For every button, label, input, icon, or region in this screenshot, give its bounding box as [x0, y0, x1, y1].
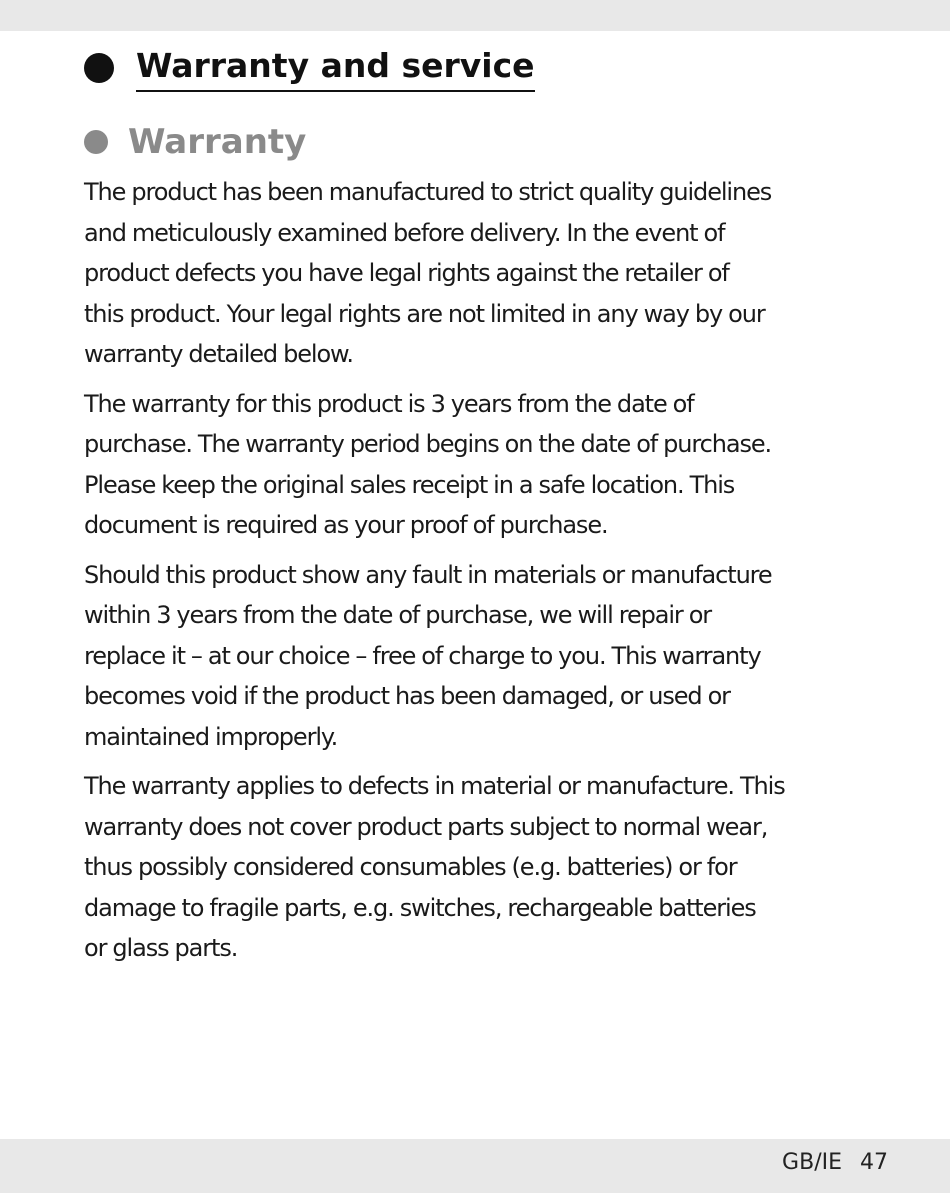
- text-line: maintained improperly.: [84, 722, 338, 751]
- subsection-heading: [84, 118, 904, 166]
- text-line: purchase. The warranty period begins on the date of purchase.: [84, 430, 772, 458]
- region-code: GB/IE: [782, 1150, 842, 1175]
- text-line: damage to fragile parts, e.g. switches, rechargeable batteries: [84, 893, 756, 922]
- body-text: [84, 172, 904, 969]
- subsection-heading-text: Warranty: [128, 122, 307, 162]
- text-line: within 3 years from the date of purchase, we will repair or: [84, 601, 712, 629]
- text-line: or glass parts.: [84, 934, 238, 962]
- top-margin-band: [0, 0, 950, 31]
- text-line: becomes void if the product has been damaged, or used or: [84, 682, 730, 710]
- text-line: The warranty for this product is 3 years from the date of: [84, 389, 694, 418]
- text-line: warranty does not cover product parts subject to normal wear,: [84, 812, 768, 841]
- text-line: product defects you have legal rights against the retailer of: [84, 259, 729, 287]
- text-line: and meticulously examined before delivery. In the event of: [84, 218, 725, 247]
- page-content: [84, 44, 904, 978]
- text-line: replace it – at our choice – free of charge to you. This warranty: [84, 641, 761, 670]
- paragraph: [84, 384, 904, 546]
- text-line: The warranty applies to defects in material or manufacture. This: [84, 772, 785, 800]
- text-line: Please keep the original sales receipt in a safe location. This: [84, 470, 735, 499]
- paragraph: [84, 766, 904, 969]
- paragraph: [84, 172, 904, 375]
- text-line: document is required as your proof of purchase.: [84, 511, 608, 539]
- text-line: The product has been manufactured to strict quality guidelines: [84, 178, 772, 206]
- text-line: thus possibly considered consumables (e.g. batteries) or for: [84, 853, 737, 881]
- page-number: 47: [860, 1150, 888, 1175]
- text-line: this product. Your legal rights are not limited in any way by our: [84, 299, 765, 328]
- black-bullet-icon: [84, 53, 114, 83]
- page-footer: [782, 1150, 888, 1175]
- section-heading-text: Warranty and service: [136, 44, 535, 92]
- text-line: Should this product show any fault in materials or manufacture: [84, 560, 772, 589]
- section-heading: [84, 44, 904, 92]
- text-line: warranty detailed below.: [84, 340, 353, 368]
- paragraph: [84, 555, 904, 758]
- grey-bullet-icon: [84, 130, 108, 154]
